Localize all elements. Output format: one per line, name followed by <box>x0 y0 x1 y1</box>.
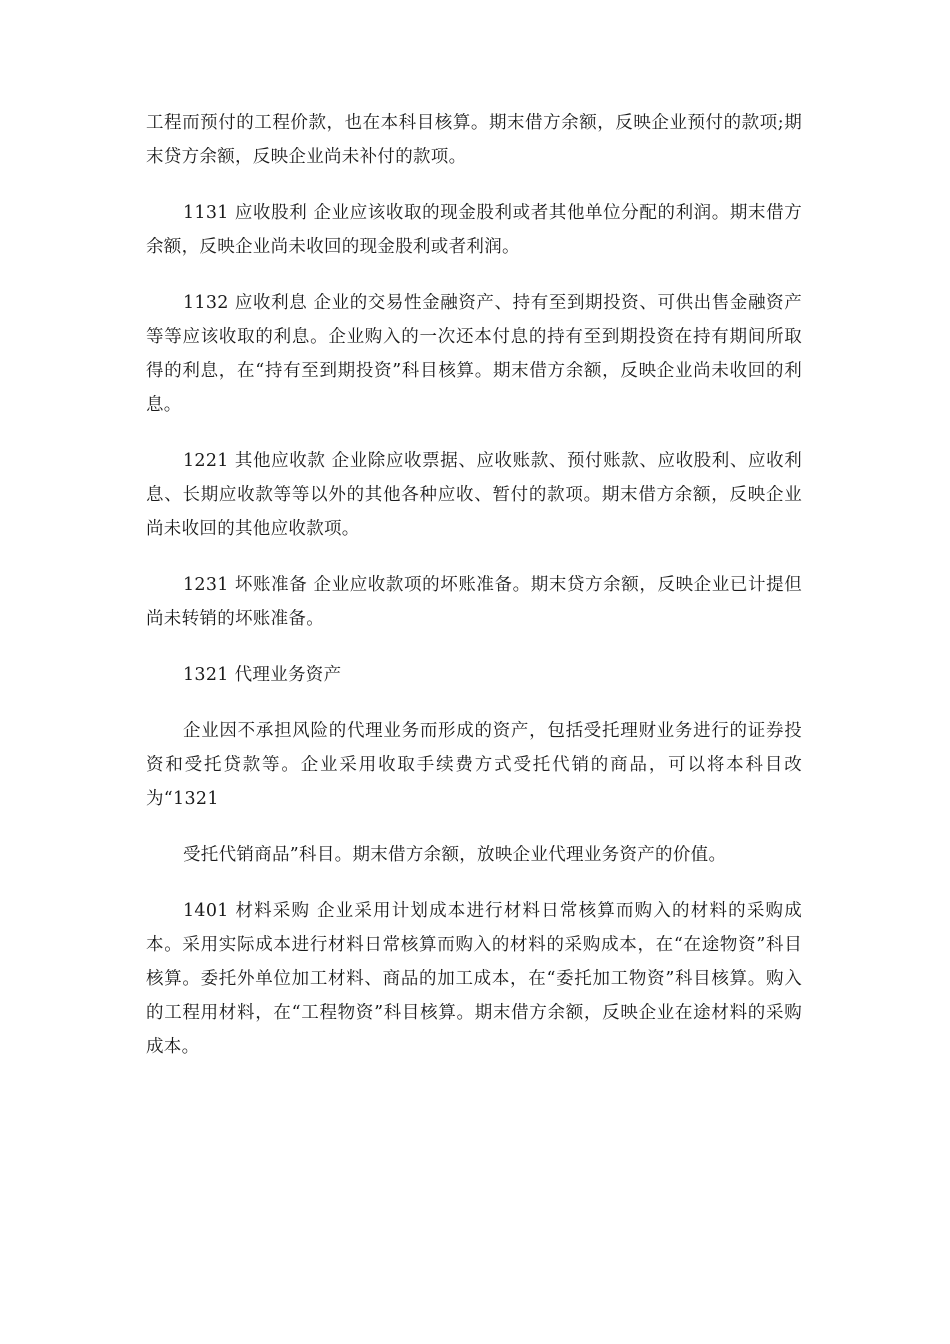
paragraph-1321-body: 企业因不承担风险的代理业务而形成的资产，包括受托理财业务进行的证券投资和受托贷款等。企业采用收取手续费方式受托代销的商品，可以将本科目改为“1321 <box>146 721 802 809</box>
paragraph-1: 工程而预付的工程价款，也在本科目核算。期末借方余额，反映企业预付的款项;期末贷方余额，反映企业尚未补付的款项。 <box>146 113 802 167</box>
paragraph-1401: 1401 材料采购 企业采用计划成本进行材料日常核算而购入的材料的采购成本。采用实际成本进行材料日常核算而购入的材料的采购成本，在“在途物资”科目核算。委托外单位加工材料、商品的加工成本，在“委托加工物资”科目核算。购入的工程用材料，在“工程物资”科目核算。期末借方余额，反映企业在途材料的采购成本。 <box>146 901 802 1057</box>
document-body <box>146 106 802 1086</box>
paragraph-1131: 1131 应收股利 企业应该收取的现金股利或者其他单位分配的利润。期末借方余额，反映企业尚未收回的现金股利或者利润。 <box>146 203 802 257</box>
paragraph-1321-heading: 1321 代理业务资产 <box>183 665 342 685</box>
paragraph-1221: 1221 其他应收款 企业除应收票据、应收账款、预付账款、应收股利、应收利息、长期应收款等等以外的其他各种应收、暂付的款项。期末借方余额，反映企业尚未收回的其他应收款项。 <box>146 451 802 539</box>
paragraph-1132: 1132 应收利息 企业的交易性金融资产、持有至到期投资、可供出售金融资产等等应该收取的利息。企业购入的一次还本付息的持有至到期投资在持有期间所取得的利息，在“持有至到期投资”科目核算。期末借方余额，反映企业尚未收回的利息。 <box>146 293 802 415</box>
paragraph-1321-continuation: 受托代销商品”科目。期末借方余额，放映企业代理业务资产的价值。 <box>183 845 727 865</box>
paragraph-1231: 1231 坏账准备 企业应收款项的坏账准备。期末贷方余额，反映企业已计提但尚未转销的坏账准备。 <box>146 575 802 629</box>
